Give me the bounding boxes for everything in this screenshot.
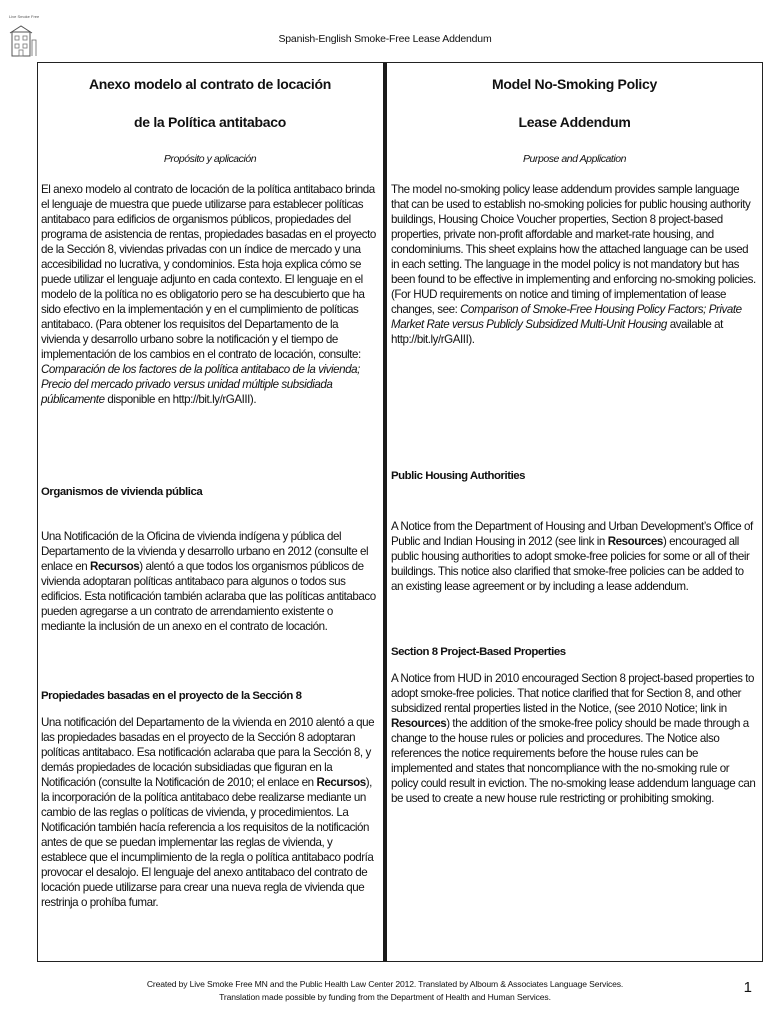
- spanish-intro-paragraph: [41, 182, 379, 407]
- spanish-intro-text: El anexo modelo al contrato de locación de la política antitabaco brinda el lenguaje de muestra que puede utilizarse para establecer políticas antitabaco para edificios de organismos públicos, propiedades del programa de asistencia de rentas, propiedades basadas en el proyecto de la Sección 8, viviendas privadas con un índice de mercado y una accesibilidad no lucrativa, y condominios. Esta hoja explica cómo se puede utilizar el lenguaje adjunto en cada contexto. El lenguaje en el modelo de la política no es obligatorio pero se ha descubierto que ha sido efectivo en la implementación y en el cumplimiento de políticas antitabaco. (Para obtener los requisitos del Departamento de la vivienda y desarrollo urbano sobre la notificación y el tiempo de implementación de los cambios en el contrato de locación, consulte:: [41, 183, 376, 361]
- english-intro-paragraph: [391, 182, 758, 347]
- english-heading-section8: Section 8 Project-Based Properties: [391, 646, 566, 658]
- english-public-resources: Resources: [607, 535, 663, 548]
- english-title-line2: Lease Addendum: [518, 114, 631, 130]
- english-title-line1: Model No-Smoking Policy: [491, 76, 657, 92]
- spanish-purpose-heading: Propósito y aplicación: [163, 153, 257, 165]
- english-s8-text-1: A Notice from HUD in 2010 encouraged Section 8 project-based properties to adopt smoke-free policies. That notice clarified that for Section 8, and other subsidized rental properties listed in the Notice, (see 2010 Notice; link in: [391, 672, 755, 715]
- spanish-title-line1: Anexo modelo al contrato de locación: [88, 76, 332, 92]
- english-s8-resources: Resources: [391, 717, 447, 730]
- english-public-housing-paragraph: [391, 519, 758, 594]
- spanish-public-text-2: ) alentó a que todos los organismos públicos de vivienda adoptaran políticas antitabaco para algunos o todos sus edificios. Esta notificación también aclaraba que las políticas antitabaco pueden agregarse a un contrato de arrendamiento existente o mediante la inclusión de un anexo en el contrato de locación.: [41, 560, 376, 633]
- english-purpose-heading: Purpose and Application: [522, 153, 627, 165]
- spanish-public-resources: Recursos: [90, 560, 140, 573]
- spanish-intro-citation: Comparación de los factores de la política antitabaco de la vivienda; Precio del mercado privado versus unidad múltiple subsidiada públicamente: [41, 363, 360, 406]
- english-heading-public-housing: Public Housing Authorities: [391, 470, 526, 482]
- document-header-title: Spanish-English Smoke-Free Lease Addendum: [278, 33, 492, 45]
- spanish-title-line2: de la Política antitabaco: [134, 114, 286, 130]
- spanish-s8-text-1: Una notificación del Departamento de la vivienda en 2010 alentó a que las propiedades basadas en el proyecto de la Sección 8 adoptaran políticas antitabaco. Esa notificación aclaraba que para la Sección 8, y demás propiedades de locación subsidiadas que figuran en la Notificación (consulte la Notificación de 2010; el enlace en: [41, 716, 375, 789]
- english-intro-text: The model no-smoking policy lease addendum provides sample language that can be used to establish no-smoking policies for public housing authority buildings, Housing Choice Voucher properties, Section 8 project-based properties, private non-profit affordable and market-rate housing, and condominiums. This sheet explains how the attached language can be used in each setting. The language in the model policy is not mandatory but has been found to be effective in implementing and enforcing no-smoking policies. (For HUD requirements on notice and timing of implementation of lease changes, see:: [391, 183, 756, 316]
- spanish-heading-public-housing: Organismos de vivienda pública: [41, 486, 203, 498]
- english-public-text-2: ) encouraged all public housing authorities to adopt smoke-free policies for some or all of their buildings. This notice also clarified that smoke-free policies can be added to an existing lease agreement or by including a lease addendum.: [391, 535, 750, 593]
- spanish-s8-text-2: ), la incorporación de la política antitabaco debe realizarse mediante un cambio de las reglas o políticas de vivienda, y procedimientos. La Notificación también hacía referencia a los requisitos de la notificación antes de que se puedan implementar las reglas de vivienda, y establece que el incumplimiento de la regla o política antitabaco podría provocar el desalojo. El lenguaje del anexo antitabaco del contrato de locación puede utilizarse para crear una nueva regla de vivienda que restrinja o prohíba fumar.: [41, 776, 374, 909]
- footer-credit-line: Created by Live Smoke Free MN and the Public Health Law Center 2012. Translated by Alboum & Associates Language Services.: [146, 979, 624, 989]
- english-intro-link: available at http://bit.ly/rGAIII).: [391, 318, 723, 346]
- english-section8-paragraph: [391, 671, 758, 806]
- spanish-section8-paragraph: [41, 715, 379, 910]
- english-intro-citation: Comparison of Smoke-Free Housing Policy Factors; Private Market Rate versus Publicly Subsidized Multi-Unit Housing: [391, 303, 742, 331]
- spanish-public-text-1: Una Notificación de la Oficina de vivienda indígena y pública del Departamento de la vivienda y desarrollo urbano en 2012 (consulte el enlace en: [41, 530, 369, 573]
- spanish-column: [38, 63, 383, 961]
- spanish-public-housing-paragraph: [41, 529, 379, 634]
- spanish-intro-link: disponible en http://bit.ly/rGAIII).: [104, 393, 257, 406]
- spanish-heading-section8: Propiedades basadas en el proyecto de la Sección 8: [41, 690, 302, 702]
- footer-funding-line: Translation made possible by funding from the Department of Health and Human Services.: [219, 992, 551, 1002]
- english-public-text-1: A Notice from the Department of Housing and Urban Development’s Office of Public and Indian Housing in 2012 (see link in: [391, 520, 753, 548]
- english-s8-text-2: ) the addition of the smoke-free policy should be made through a change to the house rules or policies and procedures. The Notice also references the notice requirements before the house rules can be implemented and states that noncompliance with the no-smoking rule or policy could result in eviction. The no-smoking lease addendum language can be used to create a new house rule restricting or prohibiting smoking.: [391, 717, 756, 805]
- page-number: 1: [743, 979, 752, 996]
- english-column: [387, 63, 762, 961]
- footer: [0, 978, 770, 1004]
- logo-text: Live Smoke Free: [9, 14, 40, 19]
- spanish-s8-resources: Recursos: [316, 776, 366, 789]
- two-column-frame: [37, 62, 763, 962]
